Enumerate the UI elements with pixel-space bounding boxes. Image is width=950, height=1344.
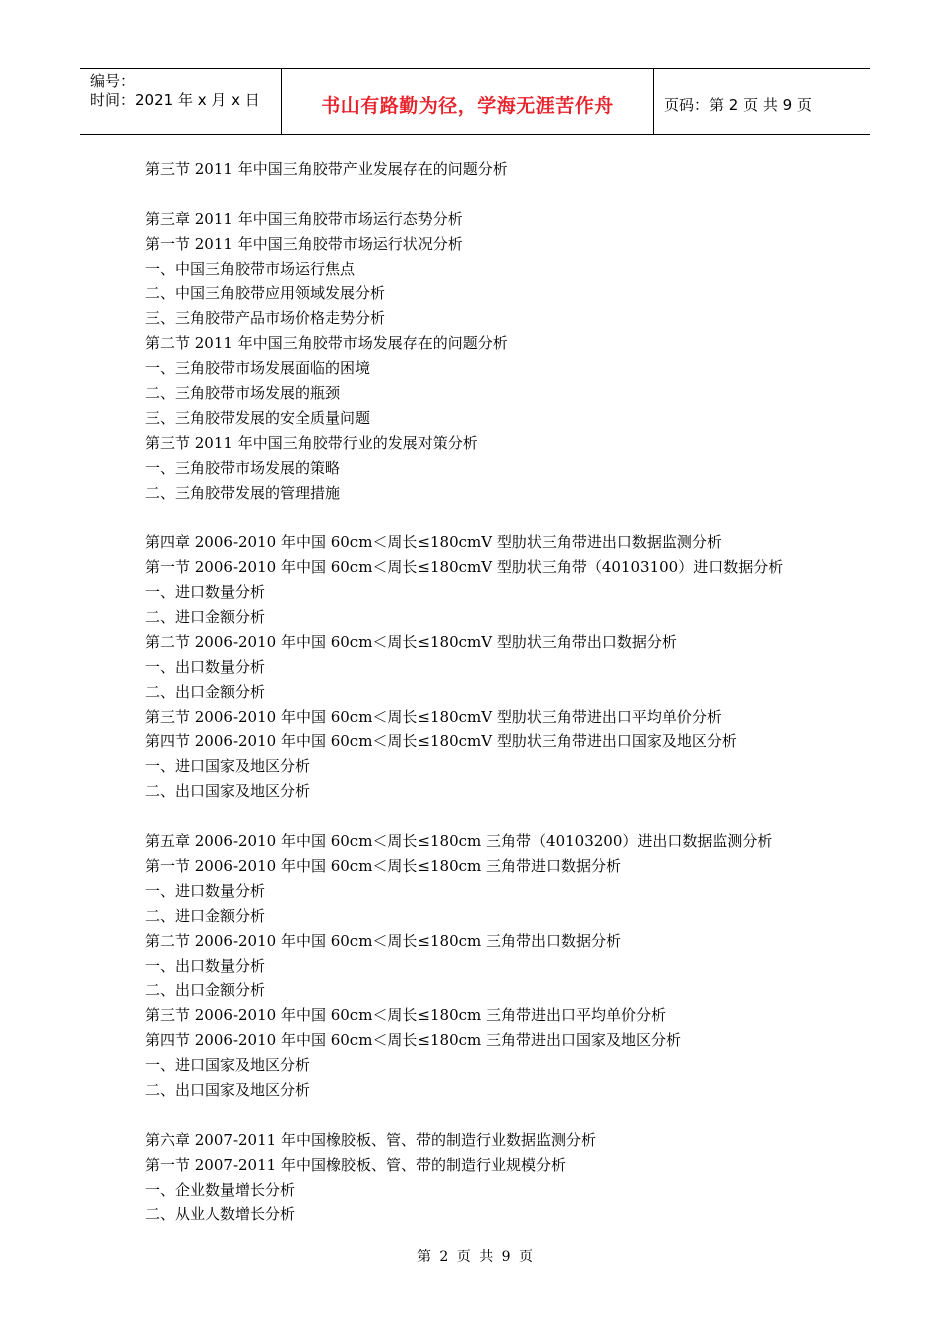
- toc-line: 一、出口数量分析: [145, 657, 266, 676]
- toc-line: 第三节 2006-2010 年中国 60cm＜周长≤180cmV 型肋状三角带进出口平均单价分析: [145, 707, 722, 726]
- toc-line: 二、出口国家及地区分析: [145, 782, 311, 801]
- toc-line: 二、三角胶带发展的管理措施: [145, 483, 341, 502]
- page-footer: 第 2 页 共 9 页: [416, 1249, 534, 1265]
- blank-line: [145, 804, 835, 829]
- toc-line: 第三节 2006-2010 年中国 60cm＜周长≤180cm 三角带进出口平均单价分析: [145, 1006, 667, 1025]
- motto-text: 书山有路勤为径，学海无涯苦作舟: [321, 95, 614, 117]
- page-label: 页码：第 2 页 共 9 页: [664, 96, 812, 114]
- toc-line: 第四节 2006-2010 年中国 60cm＜周长≤180cm 三角带进出口国家及地区分析: [145, 1031, 682, 1050]
- time-label: 时间：2021 年 x 月 x 日: [90, 91, 260, 109]
- toc-line: 二、出口金额分析: [145, 682, 266, 701]
- header-info-cell: [80, 69, 282, 134]
- blank-line: [145, 505, 835, 530]
- toc-line: 二、从业人数增长分析: [145, 1205, 296, 1224]
- toc-line: 一、企业数量增长分析: [145, 1180, 296, 1199]
- toc-line: 二、进口金额分析: [145, 906, 266, 925]
- toc-line: 第三节 2011 年中国三角胶带产业发展存在的问题分析: [145, 160, 508, 178]
- blank-line: [145, 1103, 835, 1128]
- toc-line: 第一节 2006-2010 年中国 60cm＜周长≤180cm 三角带进口数据分析: [145, 856, 622, 875]
- toc-line: 一、三角胶带市场发展的策略: [145, 458, 341, 477]
- toc-line: 一、进口国家及地区分析: [145, 1056, 311, 1075]
- toc-line: 第五章 2006-2010 年中国 60cm＜周长≤180cm 三角带（40103200）进出口数据监测分析: [145, 832, 773, 851]
- toc-line: 三、三角胶带产品市场价格走势分析: [145, 309, 386, 328]
- toc-line: 第二节 2006-2010 年中国 60cm＜周长≤180cmV 型肋状三角带出口数据分析: [145, 632, 677, 651]
- toc-line: 第六章 2007-2011 年中国橡胶板、管、带的制造行业数据监测分析: [145, 1130, 596, 1149]
- toc-line: 第一节 2006-2010 年中国 60cm＜周长≤180cmV 型肋状三角带（40103100）进口数据分析: [145, 558, 784, 577]
- toc-line: 二、进口金额分析: [145, 608, 266, 627]
- toc-line: 第一节 2007-2011 年中国橡胶板、管、带的制造行业规模分析: [145, 1155, 566, 1174]
- toc-line: 一、三角胶带市场发展面临的困境: [145, 359, 371, 378]
- toc-content: [145, 157, 835, 1227]
- toc-line: 一、中国三角胶带市场运行焦点: [145, 259, 356, 278]
- toc-line: 三、三角胶带发展的安全质量问题: [145, 408, 371, 427]
- toc-line: 一、进口国家及地区分析: [145, 757, 311, 776]
- toc-line: 一、出口数量分析: [145, 956, 266, 975]
- header-page-cell: [654, 69, 870, 134]
- number-label: 编号：: [90, 72, 136, 90]
- toc-line: 第一节 2011 年中国三角胶带市场运行状况分析: [145, 234, 463, 253]
- toc-line: 二、中国三角胶带应用领域发展分析: [145, 284, 386, 303]
- toc-line: 二、出口金额分析: [145, 981, 266, 1000]
- toc-line: 一、进口数量分析: [145, 881, 266, 900]
- toc-line: 一、进口数量分析: [145, 583, 266, 602]
- toc-line: 二、出口国家及地区分析: [145, 1080, 311, 1099]
- toc-line: 第四章 2006-2010 年中国 60cm＜周长≤180cmV 型肋状三角带进出口数据监测分析: [145, 533, 722, 552]
- toc-line: 第四节 2006-2010 年中国 60cm＜周长≤180cmV 型肋状三角带进出口国家及地区分析: [145, 732, 737, 751]
- toc-line: 第二节 2011 年中国三角胶带市场发展存在的问题分析: [145, 334, 508, 353]
- blank-line: [145, 182, 835, 207]
- page-header: [80, 68, 870, 135]
- toc-line: 二、三角胶带市场发展的瓶颈: [145, 384, 341, 403]
- toc-line: 第二节 2006-2010 年中国 60cm＜周长≤180cm 三角带出口数据分析: [145, 931, 622, 950]
- toc-line: 第三章 2011 年中国三角胶带市场运行态势分析: [145, 209, 463, 228]
- toc-line: 第三节 2011 年中国三角胶带行业的发展对策分析: [145, 433, 478, 452]
- header-motto-cell: [282, 69, 654, 134]
